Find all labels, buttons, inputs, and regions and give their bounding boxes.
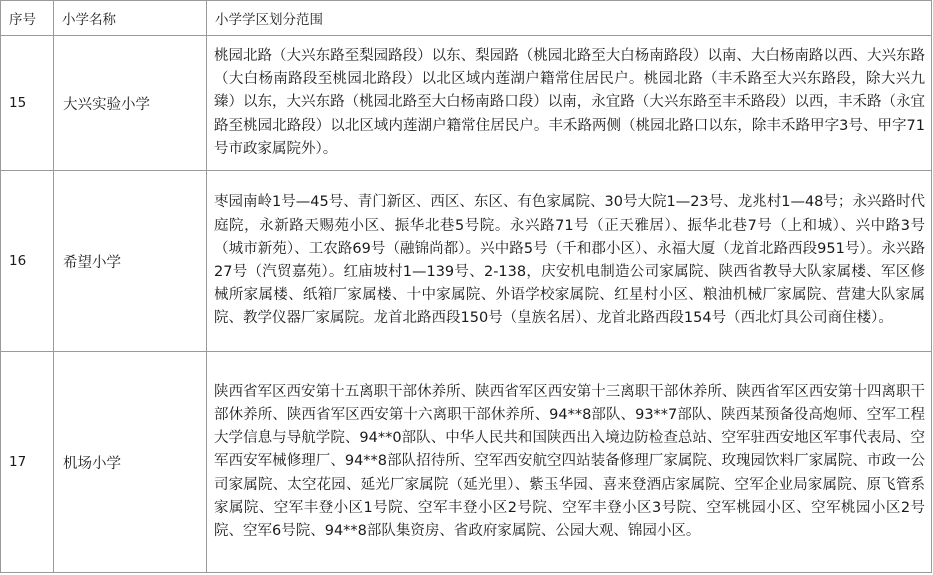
row-number: 15: [1, 36, 54, 171]
table-row: [1, 171, 932, 352]
district-range: 枣园南岭1号—45号、青门新区、西区、东区、有色家属院、30号大院1—23号、龙兆村1—48号；永兴路时代庭院，永新路天赐苑小区、振华北巷5号院。永兴路71号（正天雅居）、振华北巷7号（上和城）、兴中路3号（城市新苑）、工农路69号（融锦尚都）。兴中路5号（千和郡小区）、永福大厦（龙首北路西段951号）。永兴路27号（汽贸嘉苑）。红庙坡村1—139号、2-138，庆安机电制造公司家属院、陕西省教导大队家属楼、军区修械所家属楼、纸箱厂家属楼、十中家属院、外语学校家属院、红星村小区、粮油机械厂家属院、营建大队家属院、教学仪器厂家属院。龙首北路西段150号（皇族名居）、龙首北路西段154号（西北灯具公司商住楼）。: [207, 171, 932, 352]
school-name: 大兴实验小学: [54, 36, 207, 171]
school-name: 机场小学: [54, 352, 207, 573]
row-number: 17: [1, 352, 54, 573]
header-district-range: 小学学区划分范围: [207, 1, 932, 36]
row-number: 16: [1, 171, 54, 352]
school-name: 希望小学: [54, 171, 207, 352]
header-school-name: 小学名称: [54, 1, 207, 36]
district-range: 陕西省军区西安第十五离职干部休养所、陕西省军区西安第十三离职干部休养所、陕西省军区西安第十四离职干部休养所、陕西省军区西安第十六离职干部休养所、94**8部队、93**7部队、陕西某预备役高炮师、空军工程大学信息与导航学院、94**0部队、中华人民共和国陕西出入境边防检查总站、空军驻西安地区军事代表局、空军西安军械修理厂、94**8部队招待所、空军西安航空四站装备修理厂家属院、玫瑰园饮料厂家属院、市政一公司家属院、太空花园、延光厂家属院（延光里）、紫玉华园、喜来登酒店家属院、空军企业局家属院、原飞管系家属院、空军丰登小区1号院、空军丰登小区2号院、空军丰登小区3号院、空军桃园小区、空军桃园小区2号院、空军6号院、94**8部队集资房、省政府家属院、公园大观、锦园小区。: [207, 352, 932, 573]
district-range: 桃园北路（大兴东路至梨园路段）以东、梨园路（桃园北路至大白杨南路段）以南、大白杨南路以西、大兴东路（大白杨南路段至桃园北路段）以北区域内莲湖户籍常住居民户。桃园北路（丰禾路至大兴东路段，除大兴九臻）以东，大兴东路（桃园北路至大白杨南路口段）以南，永宜路（大兴东路至丰禾路段）以西，丰禾路（永宜路至桃园北路段）以北区域内莲湖户籍常住居民户。丰禾路两侧（桃园北路口以东，除丰禾路甲字3号、甲字71号市政家属院外）。: [207, 36, 932, 171]
table-row: [1, 352, 932, 573]
header-row: [1, 1, 932, 36]
table-row: [1, 36, 932, 171]
header-number: 序号: [1, 1, 54, 36]
